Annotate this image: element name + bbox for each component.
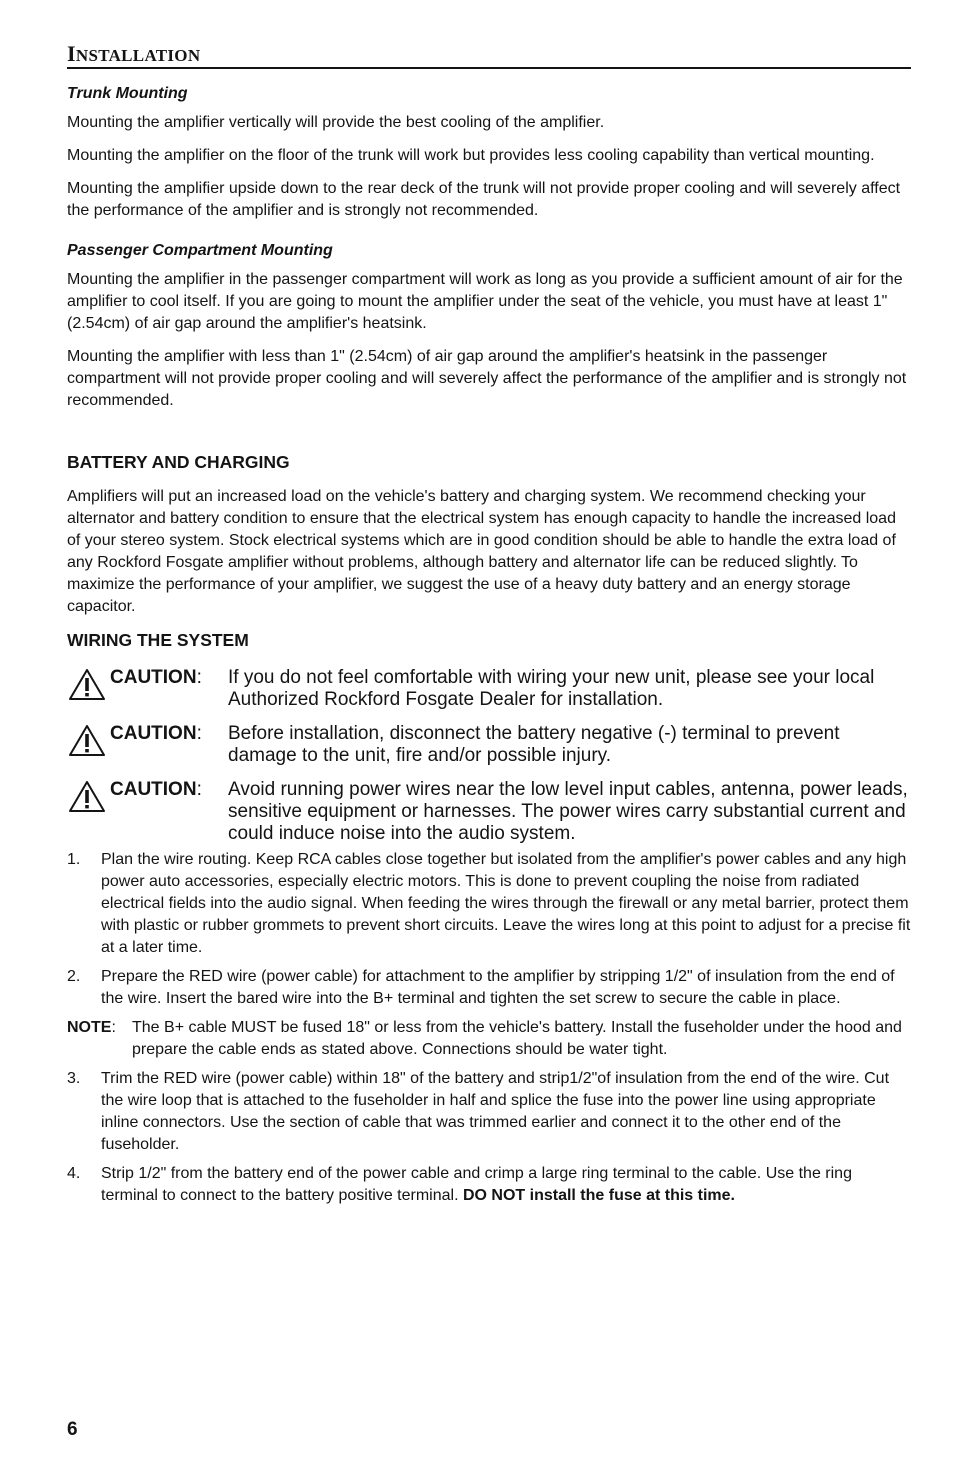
step-number: 1. — [67, 851, 81, 868]
list-item — [67, 1163, 911, 1207]
step-warning-text: DO NOT install the fuse at this time. — [462, 1187, 735, 1204]
page-header — [67, 41, 911, 69]
step-number: 4. — [67, 1165, 81, 1182]
trunk-mounting-section — [67, 84, 911, 222]
list-item — [67, 966, 911, 1010]
wiring-heading: WIRING THE SYSTEM — [67, 630, 249, 650]
trunk-paragraph-3: Mounting the amplifier upside down to the rear deck of the trunk will not provide proper cooling and will severely affect the performance of the amplifier and is strongly not recommended. — [67, 180, 901, 219]
step-number: 2. — [67, 968, 81, 985]
header-rule — [67, 67, 911, 69]
warning-triangle-icon — [67, 667, 107, 703]
step-text: Trim the RED wire (power cable) within 18" of the battery and strip1/2"of insulation from the end of the wire. Cut the wire loop that is attached to the fuseholder in half and splice the fuse into the power line using appropriate inline connectors. Use the section of cable that was trimmed earlier and connect it to the other end of the fuseholder. — [101, 1070, 890, 1153]
caution-text: Avoid running power wires near the low level input cables, antenna, power leads, sensitive equipment or harnesses. The power wires carry substantial current and could induce noise into the audio system. — [228, 779, 908, 844]
warning-triangle-icon — [67, 779, 107, 815]
trunk-paragraph-2: Mounting the amplifier on the floor of the trunk will work but provides less cooling capability than vertical mounting. — [67, 147, 875, 164]
page-number: 6 — [67, 1419, 78, 1440]
list-item — [67, 1068, 911, 1156]
page-title: INSTALLATION — [67, 41, 201, 66]
caution-text: If you do not feel comfortable with wiring your new unit, please see your local Authorized Rockford Fosgate Dealer for installation. — [228, 667, 875, 710]
passenger-mounting-heading: Passenger Compartment Mounting — [67, 242, 333, 259]
caution-block: CAUTION: Avoid running power wires near the low level input cables, antenna, power leads, sensitive equipment or harnesses. The power wires carry substantial current and could induce noise into the audio system. — [67, 779, 911, 845]
step-text: Prepare the RED wire (power cable) for attachment to the amplifier by stripping 1/2" of insulation from the end of the wire. Insert the bared wire into the B+ terminal and tighten the set screw to secure the cable in place. — [101, 968, 895, 1007]
wiring-steps — [67, 849, 911, 1207]
note-text: The B+ cable MUST be fused 18" or less from the vehicle's battery. Install the fuseholder under the hood and prepare the cable ends as stated above. Connections should be water tight. — [132, 1019, 902, 1058]
caution-block: CAUTION: Before installation, disconnect the battery negative (-) terminal to prevent damage to the unit, fire and/or possible injury. — [67, 723, 911, 767]
wiring-section — [67, 629, 911, 1207]
passenger-paragraph-2: Mounting the amplifier with less than 1" (2.54cm) of air gap around the amplifier's heatsink in the passenger compartment will not provide proper cooling and will severely affect the performance of the amplifier and is strongly not recommended. — [67, 348, 907, 409]
caution-label: CAUTION — [110, 723, 197, 744]
caution-text: Before installation, disconnect the battery negative (-) terminal to prevent damage to the unit, fire and/or possible injury. — [228, 723, 840, 766]
battery-paragraph: Amplifiers will put an increased load on the vehicle's battery and charging system. We recommend checking your alternator and battery condition to ensure that the electrical system has enough capacity to handle the increased load of your stereo system. Stock electrical systems which are in good condition should be able to handle the extra load of any Rockford Fosgate amplifier without problems, although battery and alternator life can be reduced slightly. To maximize the performance of your amplifier, we suggest the use of a heavy duty battery and an energy storage capacitor. — [67, 488, 896, 615]
note-label: NOTE — [67, 1019, 112, 1036]
caution-block: CAUTION: If you do not feel comfortable with wiring your new unit, please see your local Authorized Rockford Fosgate Dealer for installation. — [67, 667, 911, 711]
step-number: 3. — [67, 1070, 81, 1087]
step-text: Strip 1/2" from the battery end of the power cable and crimp a large ring terminal to the cable. Use the ring terminal to connect to the battery positive terminal. — [101, 1165, 852, 1204]
passenger-mounting-section — [67, 241, 911, 412]
trunk-paragraph-1: Mounting the amplifier vertically will provide the best cooling of the amplifier. — [67, 114, 605, 131]
trunk-mounting-heading: Trunk Mounting — [67, 85, 188, 102]
battery-heading: BATTERY AND CHARGING — [67, 452, 290, 472]
page-content — [67, 84, 911, 1214]
step-text: Plan the wire routing. Keep RCA cables close together but isolated from the amplifier's power cables and any high power auto accessories, especially electric motors. This is done to prevent coupling the noise from radiated electrical fields into the audio signal. When feeding the wires through the firewall or any metal barrier, protect them with plastic or rubber grommets to prevent short circuits. Leave the wires long at this point to adjust for a precise fit at a later time. — [101, 851, 911, 956]
list-item — [67, 849, 911, 959]
warning-triangle-icon — [67, 723, 107, 759]
battery-section — [67, 451, 911, 618]
caution-label: CAUTION — [110, 667, 197, 688]
note-block: NOTE: The B+ cable MUST be fused 18" or less from the vehicle's battery. Install the fuseholder under the hood and prepare the cable ends as stated above. Connections should be water tight. — [67, 1017, 911, 1061]
passenger-paragraph-1: Mounting the amplifier in the passenger compartment will work as long as you provide a sufficient amount of air for the amplifier to cool itself. If you are going to mount the amplifier under the seat of the vehicle, you must have at least 1" (2.54cm) of air gap around the amplifier's heatsink. — [67, 271, 903, 332]
caution-label: CAUTION — [110, 779, 197, 800]
